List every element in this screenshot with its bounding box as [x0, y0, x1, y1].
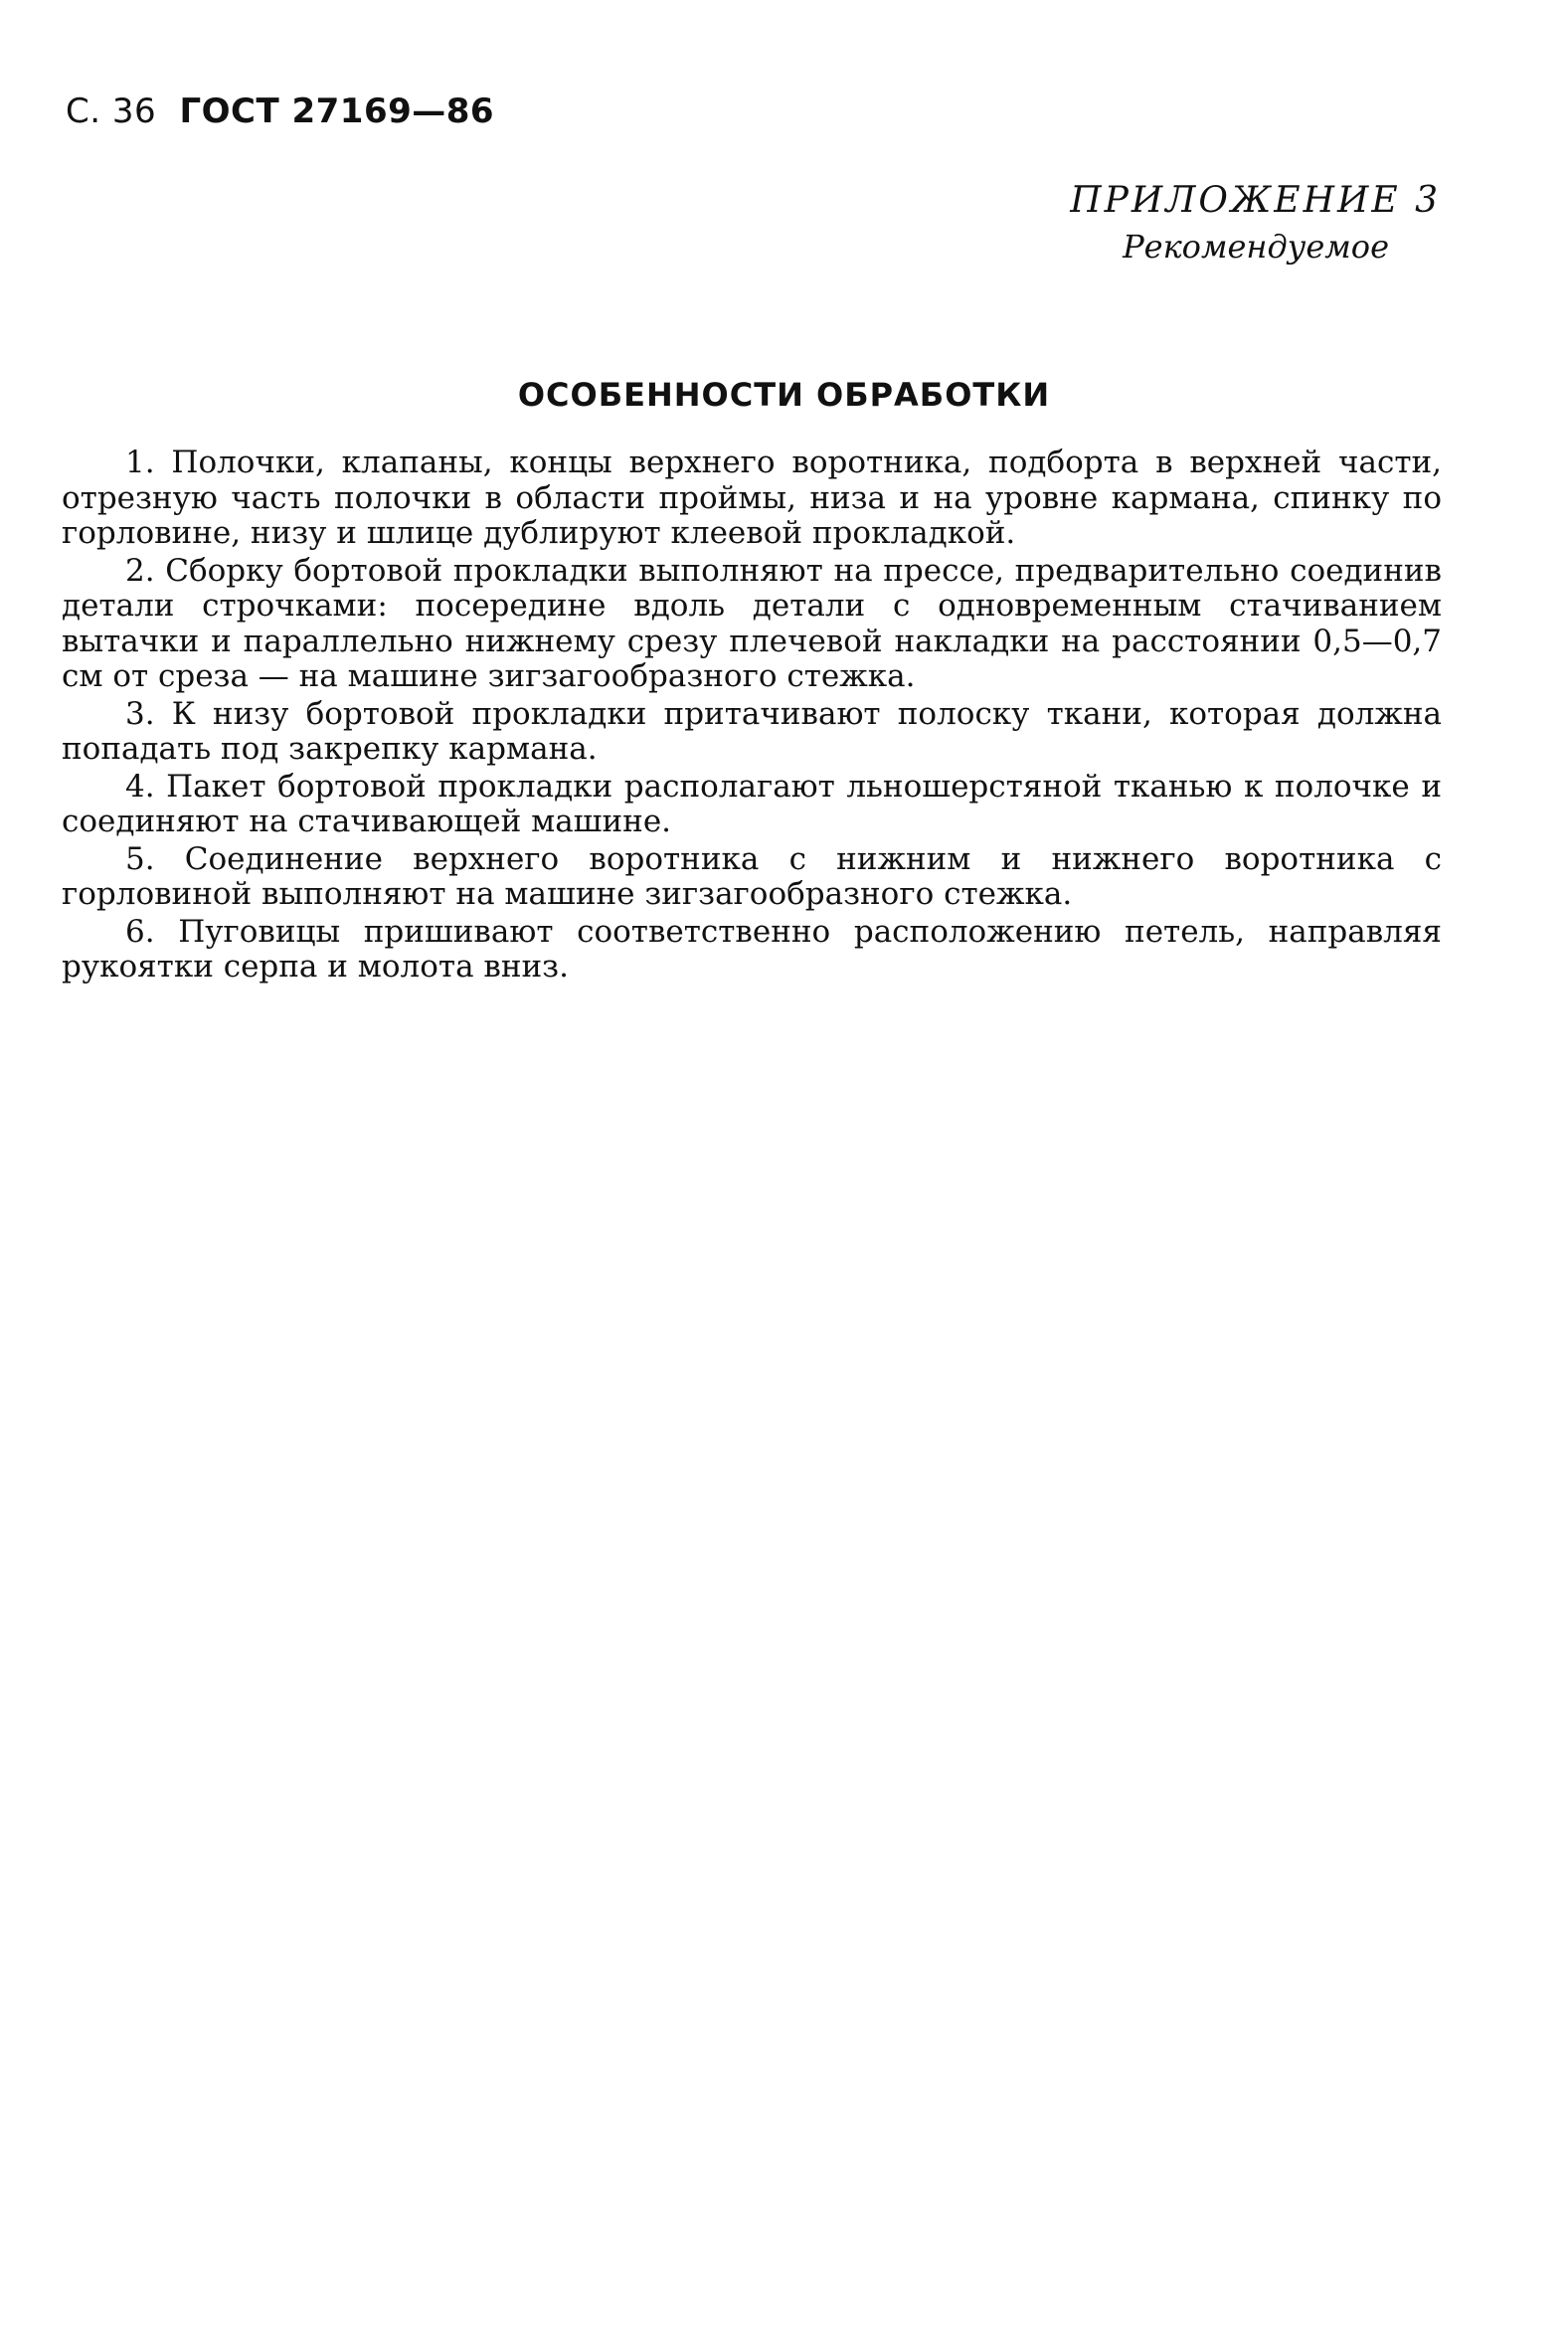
page-header — [66, 91, 494, 131]
paragraph-2: 2. Сборку бортовой прокладки выполняют на прессе, предварительно соединив детали строчками: посередине вдоль детали с одновременным стачиванием вытачки и параллельно нижнему срезу плечевой накладки на расстоянии 0,5—0,7 см от среза — на машине зигзагообразного стежка. — [62, 552, 1442, 694]
page-number: С. 36 — [66, 91, 157, 131]
paragraph-3: 3. К низу бортовой прокладки притачивают полоску ткани, которая должна попадать под закрепку кармана. — [62, 695, 1442, 767]
paragraph-4: 4. Пакет бортовой прокладки располагают льношерстяной тканью к полочке и соединяют на стачивающей машине. — [62, 768, 1442, 839]
body-text — [62, 446, 1442, 987]
paragraph-5: 5. Соединение верхнего воротника с нижним и нижнего воротника с горловиной выполняют на машине зигзагообразного стежка. — [62, 840, 1442, 912]
section-title: ОСОБЕННОСТИ ОБРАБОТКИ — [517, 376, 1051, 414]
appendix-block — [1070, 177, 1441, 269]
appendix-status: Рекомендуемое — [1123, 228, 1389, 266]
appendix-title: ПРИЛОЖЕНИЕ 3 — [1070, 180, 1441, 221]
standard-number: ГОСТ 27169—86 — [179, 91, 495, 131]
paragraph-6: 6. Пуговицы пришивают соответственно расположению петель, направляя рукоятки серпа и молота вниз. — [62, 913, 1442, 985]
paragraph-1: 1. Полочки, клапаны, концы верхнего воротника, подборта в верхней части, отрезную часть полочки в области проймы, низа и на уровне кармана, спинку по горловине, низу и шлице дублируют клеевой прокладкой. — [62, 445, 1442, 551]
